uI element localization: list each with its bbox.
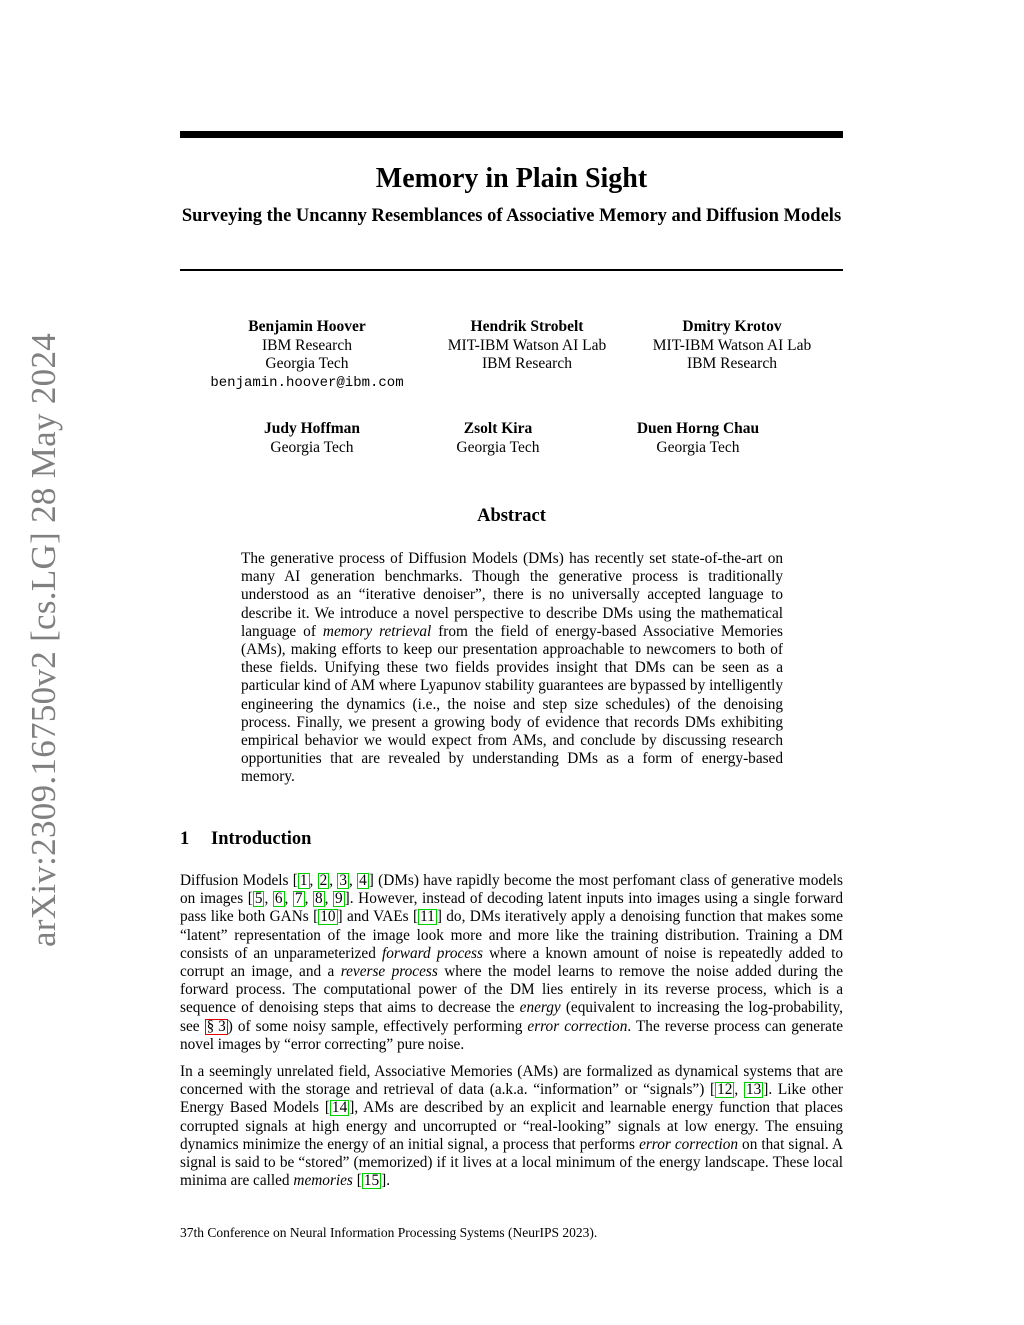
intro-paragraph-1: Diffusion Models [ 1 , 2 , 3 , 4 ] (DMs) have rapidly become the most perfomant class of generative models on images [ 5 , 6 , 7 , 8 , 9 ]. However, instead of decoding latent inputs into images using a single forward pass like both GANs [ 10 ] and VAEs [ 11 ] do, DMs iteratively apply a denoising function that makes some “latent” representation of the image look more and more like the training distribution. Training a DM consists of an unparameterized forward process where a known amount of noise is repeatedly added to corrupt an image, and a reverse process where the model learns to remove the noise added during the forward process. The computational power of the DM lies entirely in its reverse process, which is a sequence of denoising steps that aims to decrease the energy (equivalent to increasing the log-probability, see § 3 ) of some noisy sample, effectively performing error correction. The reverse process can generate novel images by “error correcting” pure noise. [180,872,844,1053]
body-text: [ [352,1172,362,1190]
paper-title: Memory in Plain Sight [375,163,648,194]
abstract-emphasis: memory retrieval [322,622,432,640]
emphasis: error correction [527,1017,628,1035]
author-affiliation: MIT-IBM Watson AI Lab [447,336,607,354]
citation-link[interactable]: 6 [274,890,283,908]
section-title: Introduction [211,829,312,849]
author-affiliation: IBM Research [482,355,572,372]
author-block [428,420,568,457]
body-text: . The reverse process can generate novel images by “error correcting” pure noise. [180,1017,843,1053]
emphasis: error correction [639,1135,738,1153]
author-name: Hendrik Strobelt [470,318,584,335]
citation-link[interactable]: 2 [319,872,328,889]
author-name: Judy Hoffman [263,420,361,437]
citation-link[interactable]: 14 [331,1099,348,1117]
body-text: ], AMs are described by an explicit and learnable energy function that places corrupted signals at high energy and uncorrupted or “real-looking” signals at low energy. The ensuing dynamics minimize the energy of an initial signal, a process that performs [180,1099,843,1153]
author-affiliation: Georgia Tech [656,438,740,456]
emphasis: memories [293,1172,353,1190]
section-heading [180,828,311,850]
conference-footnote: 37th Conference on Neural Information Processing Systems (NeurIPS 2023). [180,1225,598,1240]
body-text: ] and VAEs [ [337,908,419,926]
author-affiliation: Georgia Tech [456,438,540,456]
author-affiliation: IBM Research [262,336,352,354]
author-email[interactable]: benjamin.hoover@ibm.com [210,374,404,391]
body-text: Diffusion Models [ [180,872,298,889]
author-name: Benjamin Hoover [248,318,366,335]
author-block [632,318,832,374]
title-top-rule [180,131,843,138]
abstract-heading: Abstract [477,506,546,526]
section-number: 1 [180,829,190,849]
citation-link[interactable]: 8 [314,890,323,908]
body-text: ) of some noisy sample, effectively performing [227,1017,528,1035]
author-name: Duen Horng Chau [636,420,760,437]
abstract-text: from the field of energy-based Associative Memories (AMs), making efforts to keep our presentation approachable to newcomers to both of these fields. Unifying these two fields provides insight that DMs can be seen as a particular kind of AM where Lyapunov stability guarantees are bypassed by intelligently engineering the dynamics (i.e., the noise and step size schedules) of the denoising process. Finally, we present a growing body of evidence that records DMs exhibiting empirical behavior we would expect from AMs, and conclude by discussing research opportunities that are revealed by understanding DMs as a form of energy-based memory. [241,622,783,786]
author-block [200,318,414,392]
body-text: ]. [381,1172,391,1190]
body-text: ]. Like other Energy Based Models [ [180,1081,844,1117]
author-block [618,420,778,457]
emphasis: energy [519,999,561,1017]
citation-link[interactable]: 7 [294,890,303,908]
author-affiliation: Georgia Tech [270,438,354,456]
paper-subtitle: Surveying the Uncanny Resemblances of Associative Memory and Diffusion Models [181,206,842,226]
author-affiliation: MIT-IBM Watson AI Lab [652,336,812,354]
section-link[interactable]: § 3 [206,1017,226,1035]
body-text: ] do, DMs iteratively apply a denoising function that makes some “latent” representation of the image look more and more like the training distribution. Training a DM consists of an unparameterized [180,908,844,962]
author-block [427,318,627,374]
citation-link[interactable]: 3 [339,872,348,889]
emphasis: forward process [381,944,483,962]
citation-link[interactable]: 11 [420,908,435,926]
citation-link[interactable]: 5 [254,890,263,908]
author-name: Zsolt Kira [463,420,533,437]
citation-link[interactable]: 10 [320,908,336,926]
citation-link[interactable]: 15 [363,1172,380,1190]
author-affiliation: IBM Research [687,355,777,372]
author-name: Dmitry Krotov [682,318,782,335]
citation-link[interactable]: 1 [299,872,308,889]
intro-paragraph-2: In a seemingly unrelated field, Associative Memories (AMs) are formalized as dynamical systems that are concerned with the storage and retrieval of data (a.k.a. “information” or “signals”) [ 12 , 13 ]. Like other Energy Based Models [ 14 ], AMs are described by an explicit and learnable energy function that places corrupted signals at high energy and uncorrupted or “real-looking” signals at low energy. The ensuing dynamics minimize the energy of an initial signal, a process that performs error correction on that signal. A signal is said to be “stored” (memorized) if it lives at a local minimum of the energy landscape. These local minima are called memories [ 15 ]. [180,1063,844,1190]
body-text: where the model learns to remove the noise added during the forward process. The computational power of the DM lies entirely in its reverse process, which is a sequence of denoising steps that aims to decrease the [180,963,843,1017]
citation-link[interactable]: 9 [335,890,343,908]
body-text: ]. However, instead of decoding latent inputs into images using a single forward pass like both GANs [ [180,890,844,926]
body-text: where a known amount of noise is repeatedly added to corrupt an image, and a [180,944,844,981]
title-bottom-rule [180,269,843,271]
emphasis: reverse process [340,963,438,981]
abstract-body [241,550,783,787]
arxiv-identifier: arXiv:2309.16750v2 [cs.LG] 28 May 2024 [24,332,63,948]
body-text: ] (DMs) have rapidly become the most perfomant class of generative models on images [ [180,872,843,908]
abstract-text: The generative process of Diffusion Models (DMs) has recently set state-of-the-art on many AI generation benchmarks. Though the generative process is traditionally understood as an “iterative denoiser”, there is no universally accepted language to describe it. We introduce a novel perspective to describe DMs using the mathematical language of [241,550,783,640]
body-text: In a seemingly unrelated field, Associative Memories (AMs) are formalized as dynamical systems that are concerned with the storage and retrieval of data (a.k.a. “information” or “signals”) [ [180,1063,843,1099]
body-text: on that signal. A signal is said to be “stored” (memorized) if it lives at a local minimum of the energy landscape. These local minima are called [180,1135,843,1190]
citation-link[interactable]: 12 [717,1081,733,1099]
body-text: (equivalent to increasing the log-probability, see [180,999,843,1035]
author-affiliation: Georgia Tech [265,355,349,372]
citation-link[interactable]: 13 [745,1081,762,1099]
author-block [232,420,392,457]
citation-link[interactable]: 4 [359,872,367,889]
